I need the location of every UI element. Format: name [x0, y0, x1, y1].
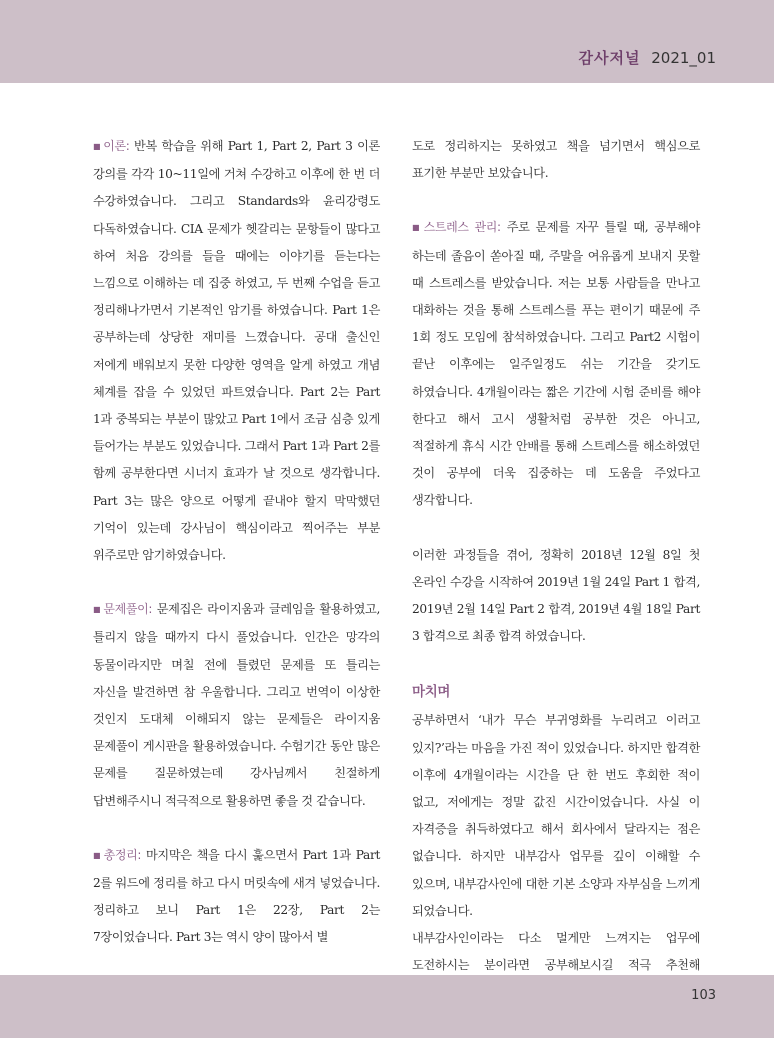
- theory-paragraph: [93, 133, 380, 569]
- left-column: [93, 133, 380, 952]
- footer-band: [0, 975, 774, 1038]
- closing-paragraph-1: 공부하면서 ‘내가 무슨 부귀영화를 누리려고 이러고 있지?’라는 마음을 가진 적이 있었습니다. 하지만 합격한 이후에 4개월이라는 시간을 단 한 번도 후회한 적이 없고, 저에게는 정말 값진 시간이었습니다. 사실 이 자격증을 취득하였다고 해서 회사에서 달라지는 점은 없습니다. 하지만 내부감사 업무를 깊이 이해할 수 있으며, 내부감사인에 대한 기본 소양과 자부심을 느끼게 되었습니다.: [412, 713, 700, 918]
- header-band: [0, 0, 774, 83]
- page-number: 103: [691, 988, 716, 1003]
- square-bullet-icon: ■: [93, 850, 102, 860]
- closing-heading: 마치며: [412, 684, 451, 701]
- issue-label: 2021_01: [651, 49, 716, 67]
- square-bullet-icon: ■: [93, 142, 102, 151]
- theory-text: 반복 학습을 위해 Part 1, Part 2, Part 3 이론 강의를 각각 10~11일에 거쳐 수강하고 이후에 한 번 더 수강하였습니다. 그리고 Standards와 윤리강령도 다독하였습니다. CIA 문제가 헷갈리는 문항들이 많다고 하여 처음 강의를 들을 때에는 이야기를 듣는다는 느낌으로 이해하는 데 집중 하였고, 두 번째 수업을 듣고 정리해나가면서 기본적인 암기를 하였습니다. Part 1은 공부하는데 상당한 재미를 느꼈습니다. 공대 출신인 저에게 배워보지 못한 다양한 영역을 알게 하였고 개념 체계를 잡을 수 있었던 파트였습니다. Part 2는 Part 1과 중복되는 부분이 많았고 Part 1에서 조금 심층 있게 들어가는 부분도 있었습니다. 그래서 Part 1과 Part 2를 함께 공부한다면 시너지 효과가 날 것으로 생각합니다. Part 3는 많은 양으로 어떻게 끝내야 할지 막막했던 기억이 있는데 강사님이 핵심이라고 찍어주는 부분 위주로만 암기하였습니다.: [93, 139, 380, 563]
- problems-paragraph: [93, 596, 380, 815]
- summary-continued: 도로 정리하지는 못하였고 책을 넘기면서 핵심으로 표기한 부분만 보았습니다.: [412, 139, 700, 181]
- problems-text: 문제집은 라이지움과 글레임을 활용하였고, 틀리지 않을 때까지 다시 풀었습니다. 인간은 망각의 동물이라지만 며칠 전에 틀렸던 문제를 또 틀리는 자신을 발견하면 참 우울합니다. 그리고 번역이 이상한 것인지 도대체 이해되지 않는 문제들은 라이지움 문제풀이 게시판을 활용하였습니다. 수험기간 동안 많은 문제를 질문하였는데 강사님께서 친절하게 답변해주시니 적극적으로 활용하면 좋을 것 같습니다.: [93, 602, 380, 808]
- problems-label: 문제풀이:: [103, 602, 153, 617]
- square-bullet-icon: ■: [93, 605, 102, 615]
- summary-paragraph: [93, 842, 380, 952]
- theory-label: 이론:: [103, 139, 130, 153]
- process-paragraph: 이러한 과정들을 겪어, 정확히 2018년 12월 8일 첫 온라인 수강을 시작하여 2019년 1월 24일 Part 1 합격, 2019년 2월 14일 Part 2 합격, 2019년 4월 18일 Part 3 합격으로 최종 합격 하였습니다.: [412, 547, 700, 644]
- stress-label: 스트레스 관리:: [423, 220, 501, 235]
- journal-name: 감사저널: [578, 49, 641, 67]
- stress-text: 주로 문제를 자꾸 틀릴 때, 공부해야 하는데 졸음이 쏟아질 때, 주말을 여유롭게 보내지 못할 때 스트레스를 받았습니다. 저는 보통 사람들을 만나고 대화하는 것을 통해 스트레스를 푸는 편이기 때문에 주 1회 정도 모임에 참석하였습니다. 그리고 Part2 시험이 끝난 이후에는 일주일정도 쉬는 기간을 갖기도 하였습니다. 4개월이라는 짧은 기간에 시험 준비를 해야 한다고 해서 고시 생활처럼 공부한 것은 아니고, 적절하게 휴식 시간 안배를 통해 스트레스를 해소하였던 것이 공부에 더욱 집중하는 데 도움을 주었다고 생각합니다.: [412, 220, 700, 508]
- closing-paragraph-2: 내부감사인이라는 다소 멀게만 느껴지는 업무에 도전하시는 분이라면 공부해보시길 적극 추천해: [412, 931, 700, 973]
- journal-masthead: [578, 47, 716, 68]
- square-bullet-icon: ■: [412, 223, 422, 233]
- summary-text: 마지막은 책을 다시 훑으면서 Part 1과 Part 2를 워드에 정리를 하고 다시 머릿속에 새겨 넣었습니다. 정리하고 보니 Part 1은 22장, Part 2는 7장이었습니다. Part 3는 역시 양이 많아서 별: [93, 847, 380, 945]
- stress-paragraph: [412, 214, 700, 514]
- summary-label: 총정리:: [103, 847, 142, 862]
- right-column: [412, 133, 700, 1007]
